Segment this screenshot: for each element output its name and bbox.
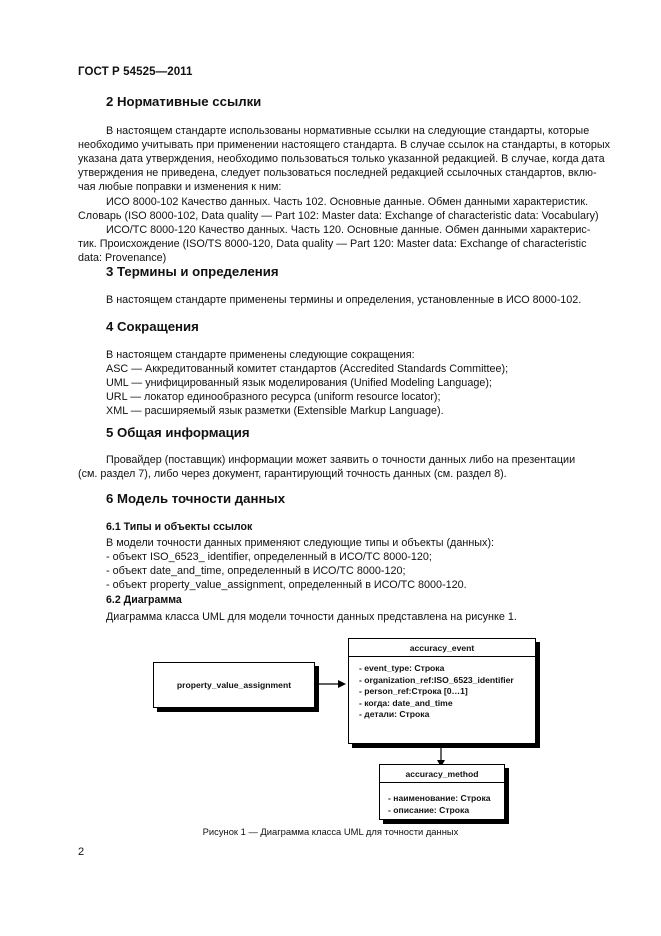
text-line: ИСО 8000-102 Качество данных. Часть 102. Основные данные. Обмен данными характеристик. (106, 196, 589, 208)
class-attribute: - описание: Строка (388, 804, 470, 815)
list-item: - объект property_value_assignment, определенный в ИСО/ТС 8000-120. (106, 579, 467, 591)
class-attribute: - event_type: Строка (359, 663, 445, 673)
text-line: утверждения не приведена, следует пользоваться последней редакцией ссылочных стандартов, вклю- (78, 167, 597, 179)
association-arrowhead (338, 680, 346, 688)
class-attribute: - organization_ref:ISO_6523_identifier (359, 674, 514, 685)
section-3-title: 3 Термины и определения (106, 264, 279, 279)
list-item: UML — унифицированный язык моделирования (Unified Modeling Language); (106, 377, 492, 389)
class-attributes (349, 656, 535, 741)
text-line: data: Provenance) (78, 252, 167, 264)
class-attribute: - детали: Строка (359, 709, 430, 719)
class-attribute: - наименование: Строка (388, 793, 491, 803)
text-line: необходимо учитывать при применении настоящего стандарта. В случае ссылок на стандарты, в которых (78, 139, 611, 151)
list-intro: В модели точности данных применяют следующие типы и объекты (данных): (106, 537, 495, 549)
text-line: Словарь (ISO 8000-102, Data quality — Part 102: Master data: Exchange of characteristic data: Vocabulary) (78, 210, 599, 222)
page-number: 2 (78, 846, 85, 858)
list-item: - объект ISO_6523_ identifier, определенный в ИСО/ТС 8000-120; (106, 551, 432, 563)
figure-caption: Рисунок 1 — Диаграмма класса UML для точности данных (202, 826, 459, 837)
class-name: property_value_assignment (176, 680, 292, 690)
class-name: accuracy_event (409, 643, 475, 653)
class-box-accuracy-event (348, 638, 536, 744)
subsection-6-1-title: 6.1 Типы и объекты ссылок (106, 521, 253, 533)
text-line: чая любые поправки и изменения к ним: (78, 181, 282, 193)
list-item: URL — локатор единообразного ресурса (uniform resource locator); (106, 391, 441, 403)
class-name: accuracy_method (405, 769, 479, 779)
class-box-property-value-assignment (153, 662, 315, 708)
class-attribute: - person_ref:Строка [0…1] (359, 686, 468, 696)
text-line: Диаграмма класса UML для модели точности данных представлена на рисунке 1. (106, 611, 517, 623)
text-line: ИСО/ТС 8000-120 Качество данных. Часть 120. Основные данные. Обмен данными характерис- (106, 224, 591, 236)
standard-header: ГОСТ Р 54525—2011 (78, 66, 193, 78)
text-line: указана дата утверждения, необходимо пользоваться только указанной редакцией. В случае, когда дата (78, 153, 605, 165)
text-line: В настоящем стандарте использованы нормативные ссылки на следующие стандарты, которые (106, 125, 590, 137)
section-4-title: 4 Сокращения (106, 319, 199, 334)
section-5-title: 5 Общая информация (106, 425, 250, 440)
section-2-title: 2 Нормативные ссылки (106, 94, 262, 109)
text-line: (см. раздел 7), либо через документ, гарантирующий точность данных (см. раздел 8). (78, 468, 507, 480)
list-item: XML — расширяемый язык разметки (Extensible Markup Language). (106, 405, 444, 417)
text-line: тик. Происхождение (ISO/TS 8000-120, Data quality — Part 120: Master data: Exchange of characteristic (78, 238, 587, 250)
class-box-accuracy-method (379, 764, 505, 820)
list-item: - объект date_and_time, определенный в ИСО/ТС 8000-120; (106, 565, 406, 577)
text-line: Провайдер (поставщик) информации может заявить о точности данных либо на презентации (106, 454, 576, 466)
subsection-6-2-title: 6.2 Диаграмма (106, 594, 182, 606)
class-attributes (380, 782, 504, 816)
abbreviations-intro: В настоящем стандарте применены следующие сокращения: (106, 349, 415, 361)
list-item: ASC — Аккредитованный комитет стандартов (Accredited Standards Committee); (106, 363, 509, 375)
text-line: В настоящем стандарте применены термины и определения, установленные в ИСО 8000-102. (106, 294, 582, 306)
section-6-title: 6 Модель точности данных (106, 491, 286, 506)
class-attribute: - когда: date_and_time (359, 697, 453, 708)
